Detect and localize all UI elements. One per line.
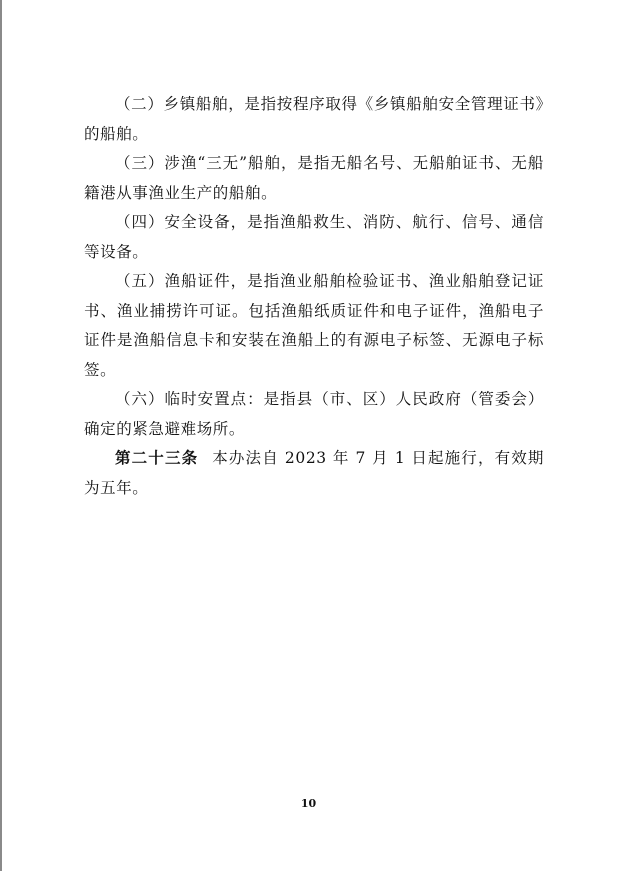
article-23-heading: 第二十三条: [115, 449, 199, 467]
definition-paragraph-5: （五）渔船证件，是指渔业船舶检验证书、渔业船舶登记证书、渔业捕捞许可证。包括渔船纸质证件和电子证件，渔船电子证件是渔船信息卡和安装在渔船上的有源电子标签、无源电子标签。: [84, 272, 544, 379]
article-23-paragraph: [84, 444, 544, 503]
definition-paragraph-6: （六）临时安置点：是指县（市、区）人民政府（管委会）确定的紧急避难场所。: [84, 390, 544, 438]
document-body: [84, 90, 544, 503]
page-number: 10: [300, 797, 317, 810]
definition-paragraph-3: （三）涉渔“三无”船舶，是指无船名号、无船舶证书、无船籍港从事渔业生产的船舶。: [84, 154, 544, 202]
article-23-text: 本办法自 2023 年 7 月 1 日起施行，有效期为五年。: [84, 449, 544, 497]
definition-paragraph-4: （四）安全设备，是指渔船救生、消防、航行、信号、通信等设备。: [84, 213, 544, 261]
page-left-border: [0, 0, 2, 871]
definition-paragraph-2: （二）乡镇船舶，是指按程序取得《乡镇船舶安全管理证书》的船舶。: [84, 95, 544, 143]
